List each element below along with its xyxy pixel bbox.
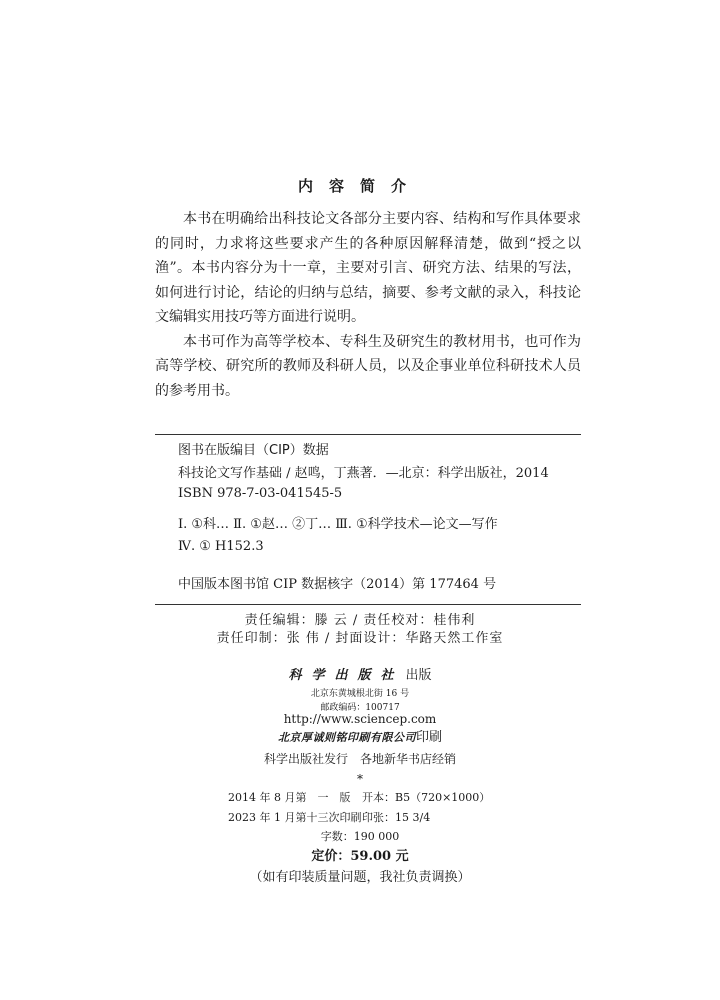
summary-title: 内容简介	[297, 177, 422, 195]
cip-record-number: 中国版本图书馆 CIP 数据核字（2014）第 177464 号	[178, 577, 497, 592]
summary-body	[155, 207, 581, 403]
divider	[155, 434, 581, 435]
format-info: 开本：B5（720×1000）	[362, 791, 491, 804]
cip-bibliographic-line: 科技论文写作基础 / 赵鸣，丁燕著．—北京：科学出版社，2014	[178, 466, 549, 481]
sheets-info: 印张：15 3/4	[362, 811, 431, 824]
printer-suffix: 印刷	[415, 730, 442, 745]
publisher-postcode: 邮政编码：100717	[320, 703, 400, 713]
cip-classification: Ⅳ. ① H152.3	[178, 539, 264, 554]
separator-star: *	[357, 772, 363, 786]
publisher-address: 北京东黄城根北街 16 号	[310, 689, 410, 699]
cip-subject-line: Ⅰ. ①科… Ⅱ. ①赵… ②丁… Ⅲ. ①科学技术—论文—写作	[178, 517, 498, 532]
publisher-suffix: 出版	[405, 668, 432, 683]
edition-info: 2014 年 8 月第 一 版	[228, 791, 351, 804]
cip-isbn: ISBN 978-7-03-041545-5	[178, 486, 343, 501]
cip-heading: 图书在版编目（CIP）数据	[178, 443, 329, 458]
quality-notice: （如有印装质量问题，我社负责调换）	[249, 870, 471, 885]
editor-credits: 责任编辑：滕 云 / 责任校对：桂伟利	[244, 613, 476, 628]
publisher-website: http://www.sciencep.com	[283, 712, 437, 726]
printing-info: 2023 年 1 月第十三次印刷	[228, 811, 362, 824]
summary-paragraph: 本书在明确给出科技论文各部分主要内容、结构和写作具体要求的同时，力求将这些要求产生的各种原因解释清楚，做到“授之以渔”。本书内容分为十一章，主要对引言、研究方法、结果的写法，如何进行讨论，结论的归纳与总结，摘要、参考文献的录入，科技论文编辑实用技巧等方面进行说明。	[155, 211, 581, 325]
summary-paragraph: 本书可作为高等学校本、专科生及研究生的教材用书，也可作为高等学校、研究所的教师及科研人员，以及企事业单位科研技术人员的参考用书。	[155, 333, 581, 399]
publisher-name: 科学出版社	[288, 668, 404, 683]
word-count: 字数：190 000	[320, 830, 400, 843]
price: 定价：59.00 元	[311, 849, 409, 864]
publisher-line	[0, 667, 720, 685]
divider	[155, 604, 581, 605]
production-credits: 责任印制：张 伟 / 封面设计：华路天然工作室	[216, 631, 504, 646]
printer-name: 北京厚诚则铭印刷有限公司	[277, 731, 416, 744]
printer-line	[0, 729, 720, 747]
distribution-line: 科学出版社发行 各地新华书店经销	[263, 752, 456, 766]
